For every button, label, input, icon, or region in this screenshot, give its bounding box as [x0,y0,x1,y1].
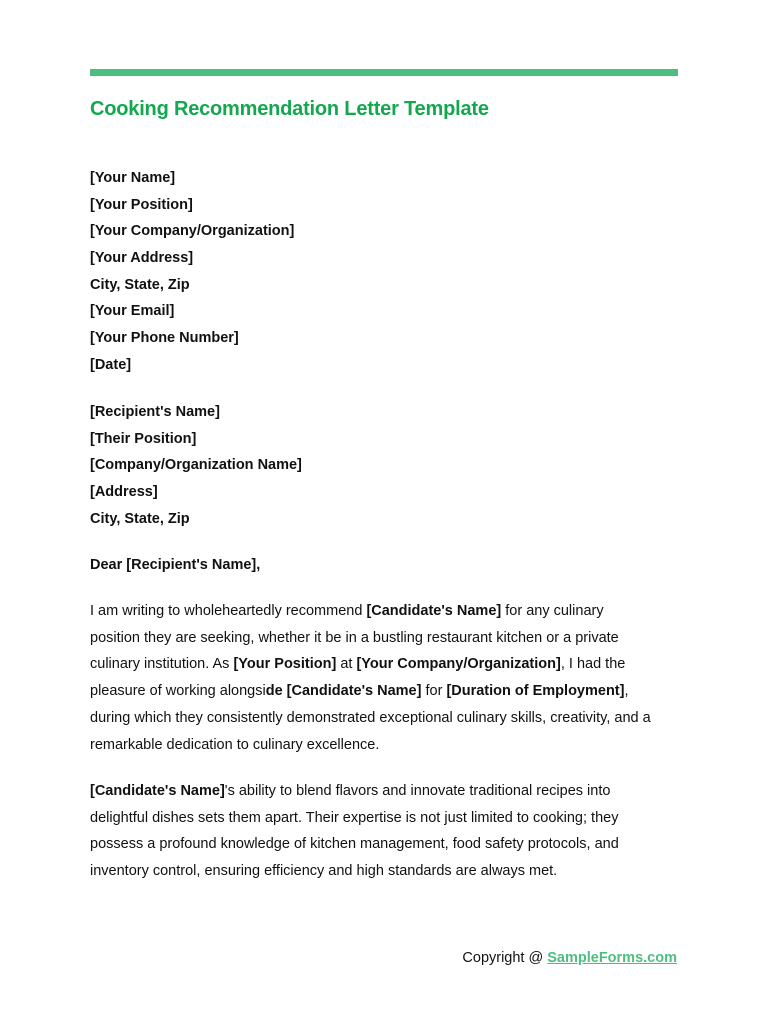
salutation: Dear [Recipient's Name], [90,557,261,573]
top-accent-bar [90,69,678,76]
candidate-name-placeholder: [Candidate's Name] [366,603,502,619]
your-company-placeholder: [Your Company/Organization] [356,656,561,673]
duration-placeholder: [Duration of Employment] [446,683,625,700]
candidate-name-placeholder: [Candidate's Name] [90,783,225,799]
paragraph-line [90,678,690,705]
paragraph-line: during which they consistently demonstrated exceptional culinary skills, creativity, and a [90,709,651,726]
recipient-block [90,399,680,532]
text-run: pleasure of working alongsi [90,683,266,700]
paragraph-skills [90,778,690,885]
paragraph-line [90,778,690,805]
salutation-block [90,552,680,579]
text-run: at [336,656,357,673]
copyright-footer [462,950,677,966]
sender-email: [Your Email] [90,303,175,320]
paragraph-line: possess a profound knowledge of kitchen management, food safety protocols, and [90,836,619,853]
your-position-placeholder: [Your Position] [233,656,337,673]
sender-name: [Your Name] [90,170,176,186]
sender-date: [Date] [90,356,132,373]
text-run: , [624,683,629,700]
sender-city-state-zip: City, State, Zip [90,276,190,293]
sampleforms-link[interactable]: SampleForms.com [547,950,677,966]
paragraph-line [90,651,690,678]
text-run: 's ability to blend flavors and innovate traditional recipes into [224,783,611,799]
candidate-name-placeholder: de [Candidate's Name] [265,683,422,700]
paragraph-line: delightful dishes sets them apart. Their expertise is not just limited to cooking; they [90,809,619,826]
text-run: , I had the [560,656,626,673]
recipient-company: [Company/Organization Name] [90,457,302,474]
paragraph-line: position they are seeking, whether it be in a bustling restaurant kitchen or a private [90,629,619,646]
recipient-name: [Recipient's Name] [90,404,220,420]
text-run: I am writing to wholeheartedly recommend [90,603,367,619]
paragraph-intro [90,598,690,758]
text-run: for any culinary [501,603,604,619]
text-run: for [421,683,447,700]
sender-company: [Your Company/Organization] [90,223,295,240]
recipient-address: [Address] [90,484,158,501]
paragraph-line: remarkable dedication to culinary excellence. [90,736,380,753]
sender-position: [Your Position] [90,196,193,213]
paragraph-line: inventory control, ensuring efficiency and high standards are always met. [90,863,558,880]
document-title: Cooking Recommendation Letter Template [90,98,489,120]
recipient-city-state-zip: City, State, Zip [90,510,190,527]
copyright-label: Copyright @ [462,950,548,966]
sender-block [90,165,680,379]
sender-phone: [Your Phone Number] [90,330,239,347]
sender-address: [Your Address] [90,250,194,267]
recipient-position: [Their Position] [90,430,197,447]
paragraph-line [90,598,690,625]
text-run: culinary institution. As [90,656,234,673]
